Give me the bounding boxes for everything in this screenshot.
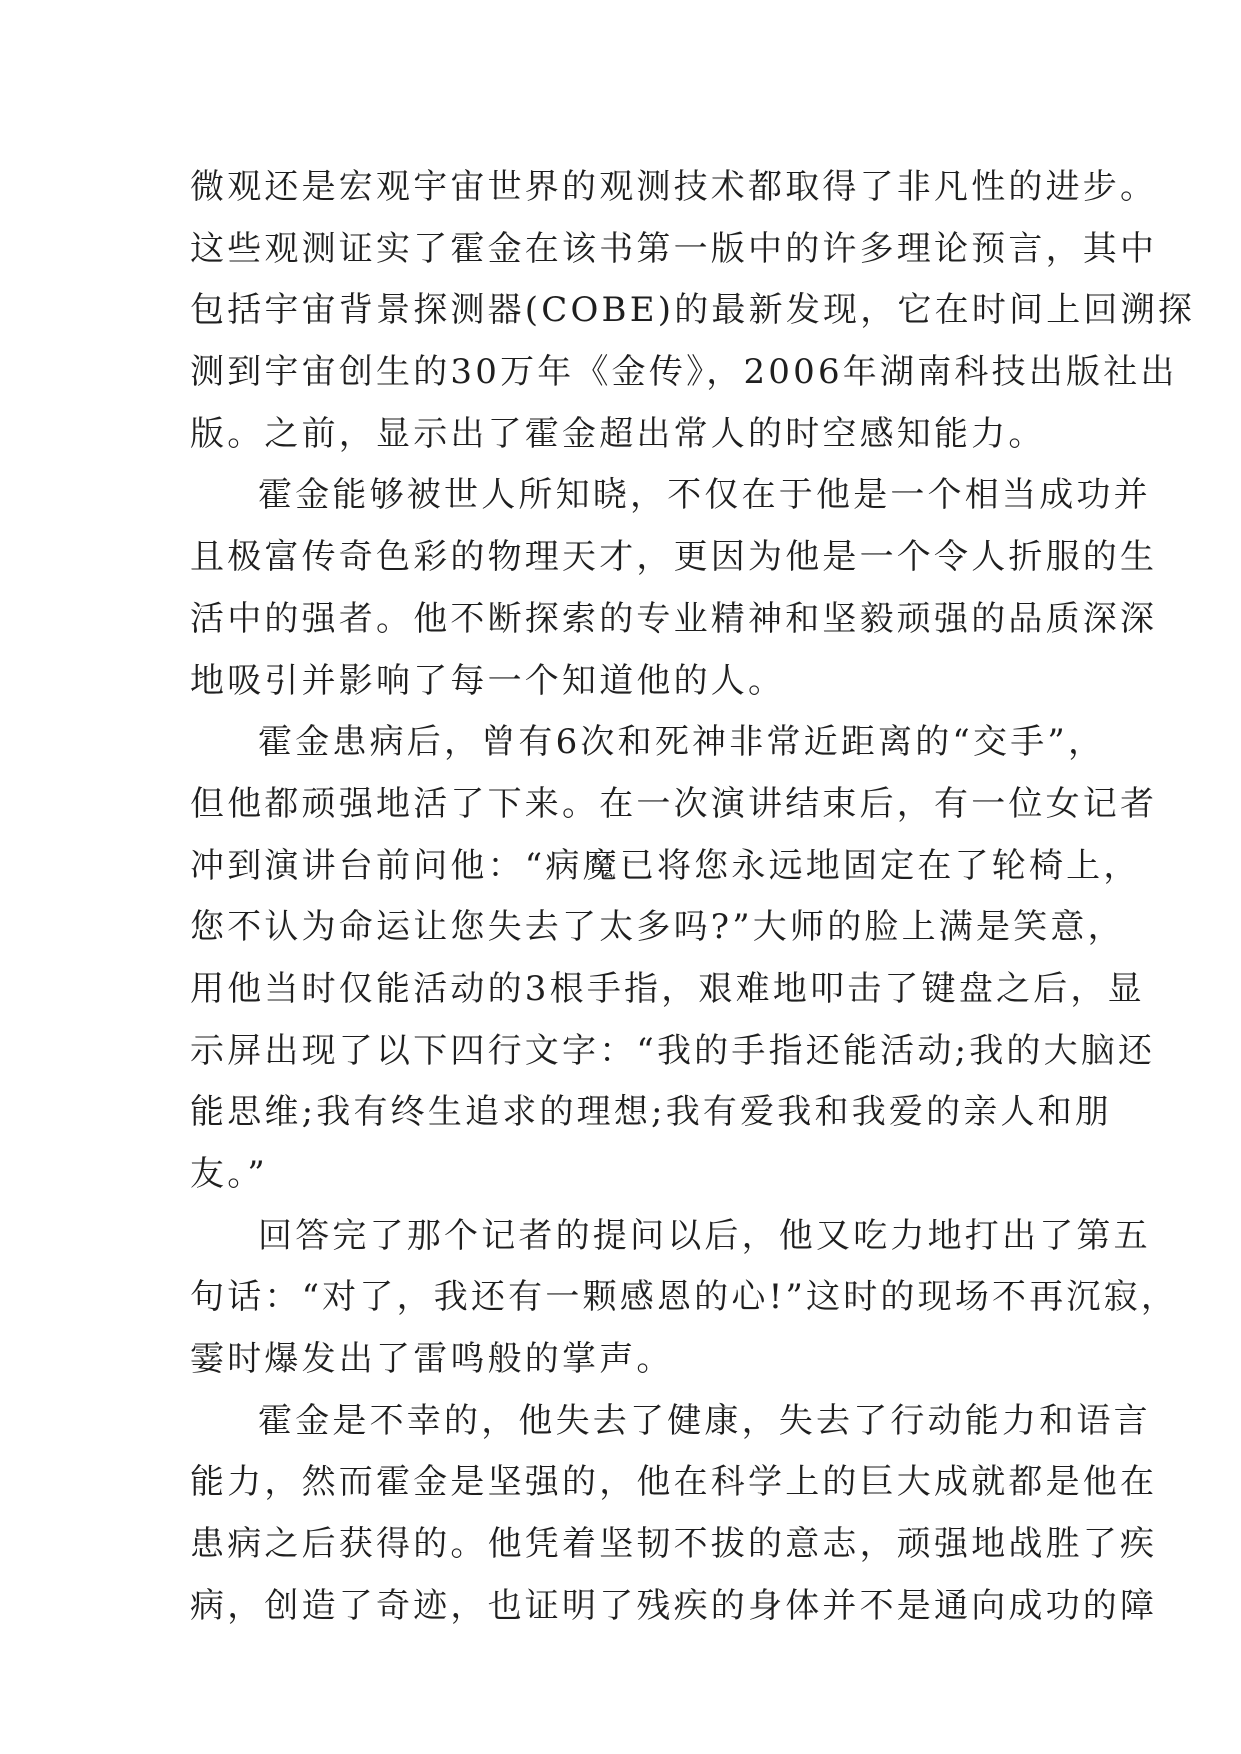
text-line: 能力，然而霍金是坚强的，他在科学上的巨大成就都是他在 — [190, 1462, 1158, 1503]
text-line: 冲到演讲台前问他：“病魔已将您永远地固定在了轮椅上， — [190, 845, 1141, 886]
text-line: 这些观测证实了霍金在该书第一版中的许多理论预言，其中 — [190, 228, 1158, 269]
text-line: 活中的强者。他不断探索的专业精神和坚毅顽强的品质深深 — [190, 598, 1158, 639]
text-line: 霍金是不幸的，他失去了健康，失去了行动能力和语言 — [258, 1400, 1151, 1441]
text-line: 患病之后获得的。他凭着坚韧不拔的意志，顽强地战胜了疾 — [190, 1524, 1158, 1565]
text-line: 回答完了那个记者的提问以后，他又吃力地打出了第五 — [258, 1215, 1151, 1256]
text-line: 地吸引并影响了每一个知道他的人。 — [190, 660, 786, 701]
text-line: 但他都顽强地活了下来。在一次演讲结束后，有一位女记者 — [190, 783, 1158, 824]
text-line: 包括宇宙背景探测器(COBE)的最新发现，它在时间上回溯探 — [190, 290, 1196, 331]
text-line: 友。” — [190, 1154, 268, 1194]
text-line: 霍金患病后，曾有6次和死神非常近距离的“交手”， — [258, 722, 1106, 763]
text-line: 霎时爆发出了雷鸣般的掌声。 — [190, 1339, 674, 1380]
text-line: 您不认为命运让您失去了太多吗?”大师的脸上满是笑意， — [190, 907, 1125, 948]
text-line: 句话：“对了，我还有一颗感恩的心!”这时的现场不再沉寂， — [190, 1277, 1179, 1318]
text-line: 测到宇宙创生的30万年《金传》，2006年湖南科技出版社出 — [190, 352, 1178, 393]
text-line: 示屏出现了以下四行文字：“我的手指还能活动;我的大脑还 — [190, 1030, 1156, 1071]
text-line: 微观还是宏观宇宙世界的观测技术都取得了非凡性的进步。 — [190, 167, 1158, 207]
text-line: 病，创造了奇迹，也证明了残疾的身体并不是通向成功的障 — [190, 1585, 1158, 1626]
text-line: 能思维;我有终生追求的理想;我有爱我和我爱的亲人和朋 — [190, 1092, 1113, 1133]
text-line: 霍金能够被世人所知晓，不仅在于他是一个相当成功并 — [258, 475, 1151, 516]
text-line: 且极富传奇色彩的物理天才，更因为他是一个令人折服的生 — [190, 537, 1158, 578]
text-line: 用他当时仅能活动的3根手指，艰难地叩击了键盘之后，显 — [190, 968, 1145, 1009]
body-text — [190, 157, 1196, 1638]
text-line: 版。之前，显示出了霍金超出常人的时空感知能力。 — [190, 413, 1046, 454]
